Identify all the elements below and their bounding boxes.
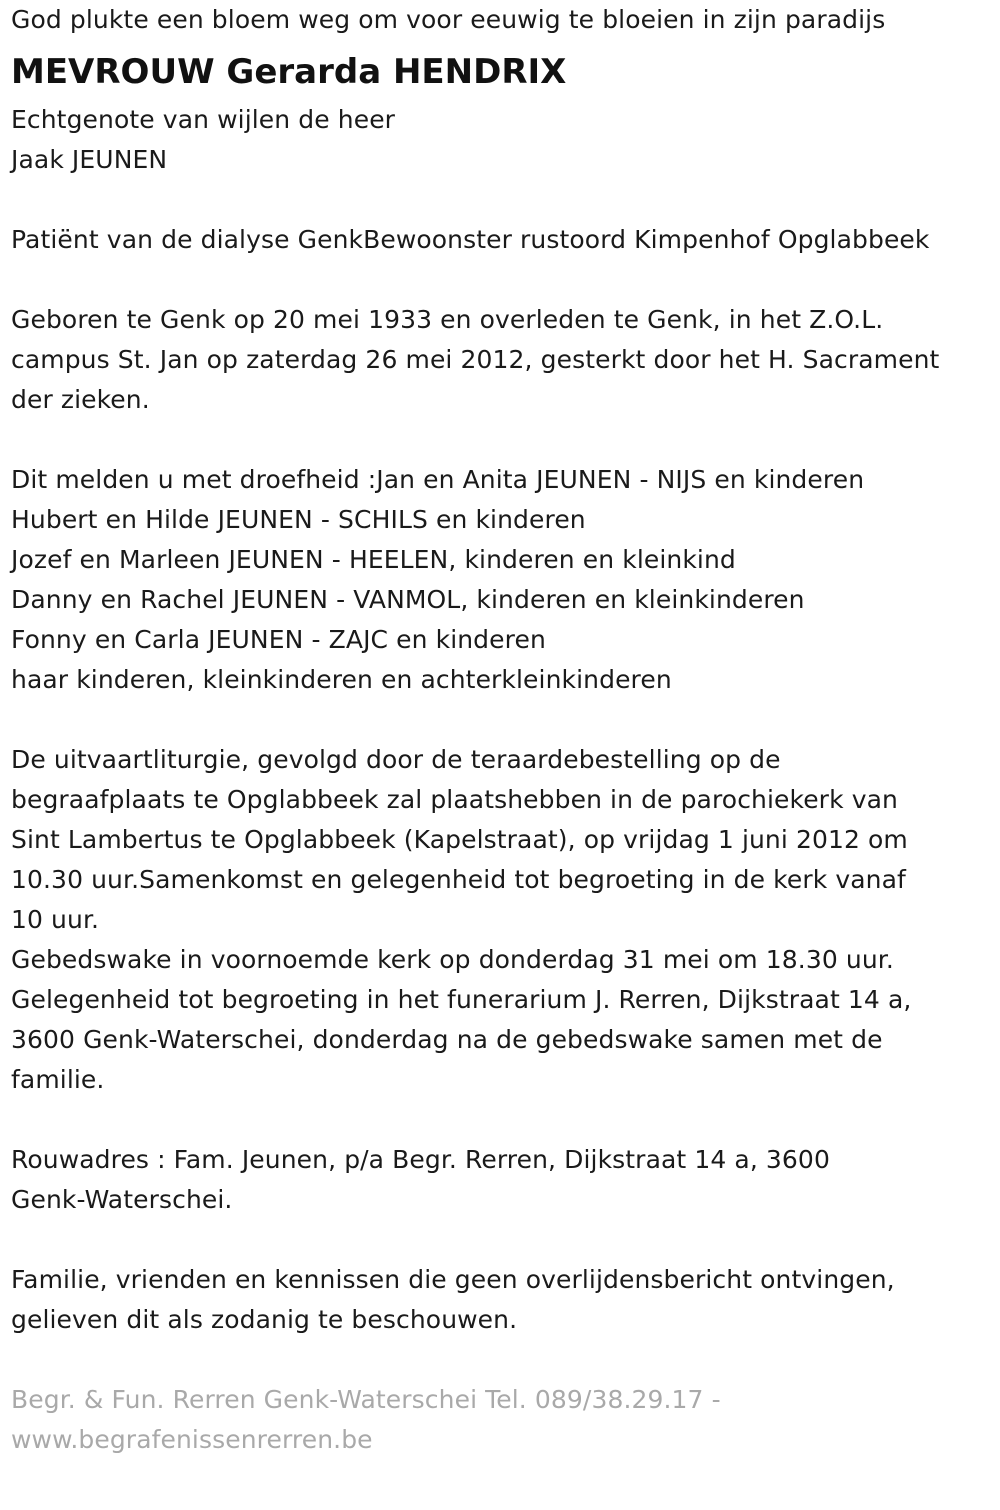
birth-death-line: der zieken.	[11, 385, 150, 414]
family-line: Danny en Rachel JEUNEN - VANMOL, kinderen en kleinkinderen	[11, 585, 805, 614]
funeral-paragraph	[11, 740, 996, 1100]
spacer	[11, 1220, 996, 1260]
funeral-home-footer	[11, 1380, 996, 1460]
notice-line: gelieven dit als zodanig te beschouwen.	[11, 1305, 518, 1334]
family-line: Dit melden u met droefheid :Jan en Anita JEUNEN - NIJS en kinderen	[11, 465, 865, 494]
family-paragraph	[11, 460, 996, 700]
funeral-line: Gelegenheid tot begroeting in het funerarium J. Rerren, Dijkstraat 14 a,	[11, 985, 912, 1014]
address-line: Rouwadres : Fam. Jeunen, p/a Begr. Rerren, Dijkstraat 14 a, 3600	[11, 1145, 830, 1174]
spacer	[11, 1100, 996, 1140]
notice-line: Familie, vrienden en kennissen die geen overlijdensbericht ontvingen,	[11, 1265, 895, 1294]
footer-contact: Begr. & Fun. Rerren Genk-Waterschei Tel. 089/38.29.17 -	[11, 1385, 721, 1414]
spacer	[11, 1340, 996, 1380]
funeral-line: Sint Lambertus te Opglabbeek (Kapelstraat), op vrijdag 1 juni 2012 om	[11, 825, 908, 854]
funeral-line: 10.30 uur.Samenkomst en gelegenheid tot begroeting in de kerk vanaf	[11, 865, 906, 894]
motto: God plukte een bloem weg om voor eeuwig te bloeien in zijn paradijs	[11, 5, 886, 34]
spacer	[11, 260, 996, 300]
funeral-line: 3600 Genk-Waterschei, donderdag na de gebedswake samen met de	[11, 1025, 883, 1054]
family-line: haar kinderen, kleinkinderen en achterkleinkinderen	[11, 665, 672, 694]
birth-death-paragraph	[11, 300, 996, 420]
footer-website: www.begrafenissenrerren.be	[11, 1425, 373, 1454]
spacer	[11, 420, 996, 460]
funeral-line: Gebedswake in voornoemde kerk op donderdag 31 mei om 18.30 uur.	[11, 945, 894, 974]
funeral-line: familie.	[11, 1065, 105, 1094]
family-line: Jozef en Marleen JEUNEN - HEELEN, kinderen en kleinkind	[11, 545, 736, 574]
birth-death-line: Geboren te Genk op 20 mei 1933 en overleden te Genk, in het Z.O.L.	[11, 305, 884, 334]
deceased-name: MEVROUW Gerarda HENDRIX	[11, 52, 567, 92]
spouse-name: Jaak JEUNEN	[11, 145, 168, 174]
residence-line: Patiënt van de dialyse GenkBewoonster rustoord Kimpenhof Opglabbeek	[11, 225, 930, 254]
family-line: Hubert en Hilde JEUNEN - SCHILS en kinderen	[11, 505, 586, 534]
funeral-line: De uitvaartliturgie, gevolgd door de teraardebestelling op de	[11, 745, 781, 774]
funeral-line: begraafplaats te Opglabbeek zal plaatshebben in de parochiekerk van	[11, 785, 898, 814]
obituary-notice	[11, 0, 996, 1460]
funeral-line: 10 uur.	[11, 905, 100, 934]
birth-death-line: campus St. Jan op zaterdag 26 mei 2012, gesterkt door het H. Sacrament	[11, 345, 940, 374]
address-paragraph	[11, 1140, 996, 1220]
address-line: Genk-Waterschei.	[11, 1185, 233, 1214]
spouse-line: Echtgenote van wijlen de heer	[11, 105, 396, 134]
family-line: Fonny en Carla JEUNEN - ZAJC en kinderen	[11, 625, 546, 654]
notice-paragraph	[11, 1260, 996, 1340]
spacer	[11, 180, 996, 220]
spacer	[11, 700, 996, 740]
